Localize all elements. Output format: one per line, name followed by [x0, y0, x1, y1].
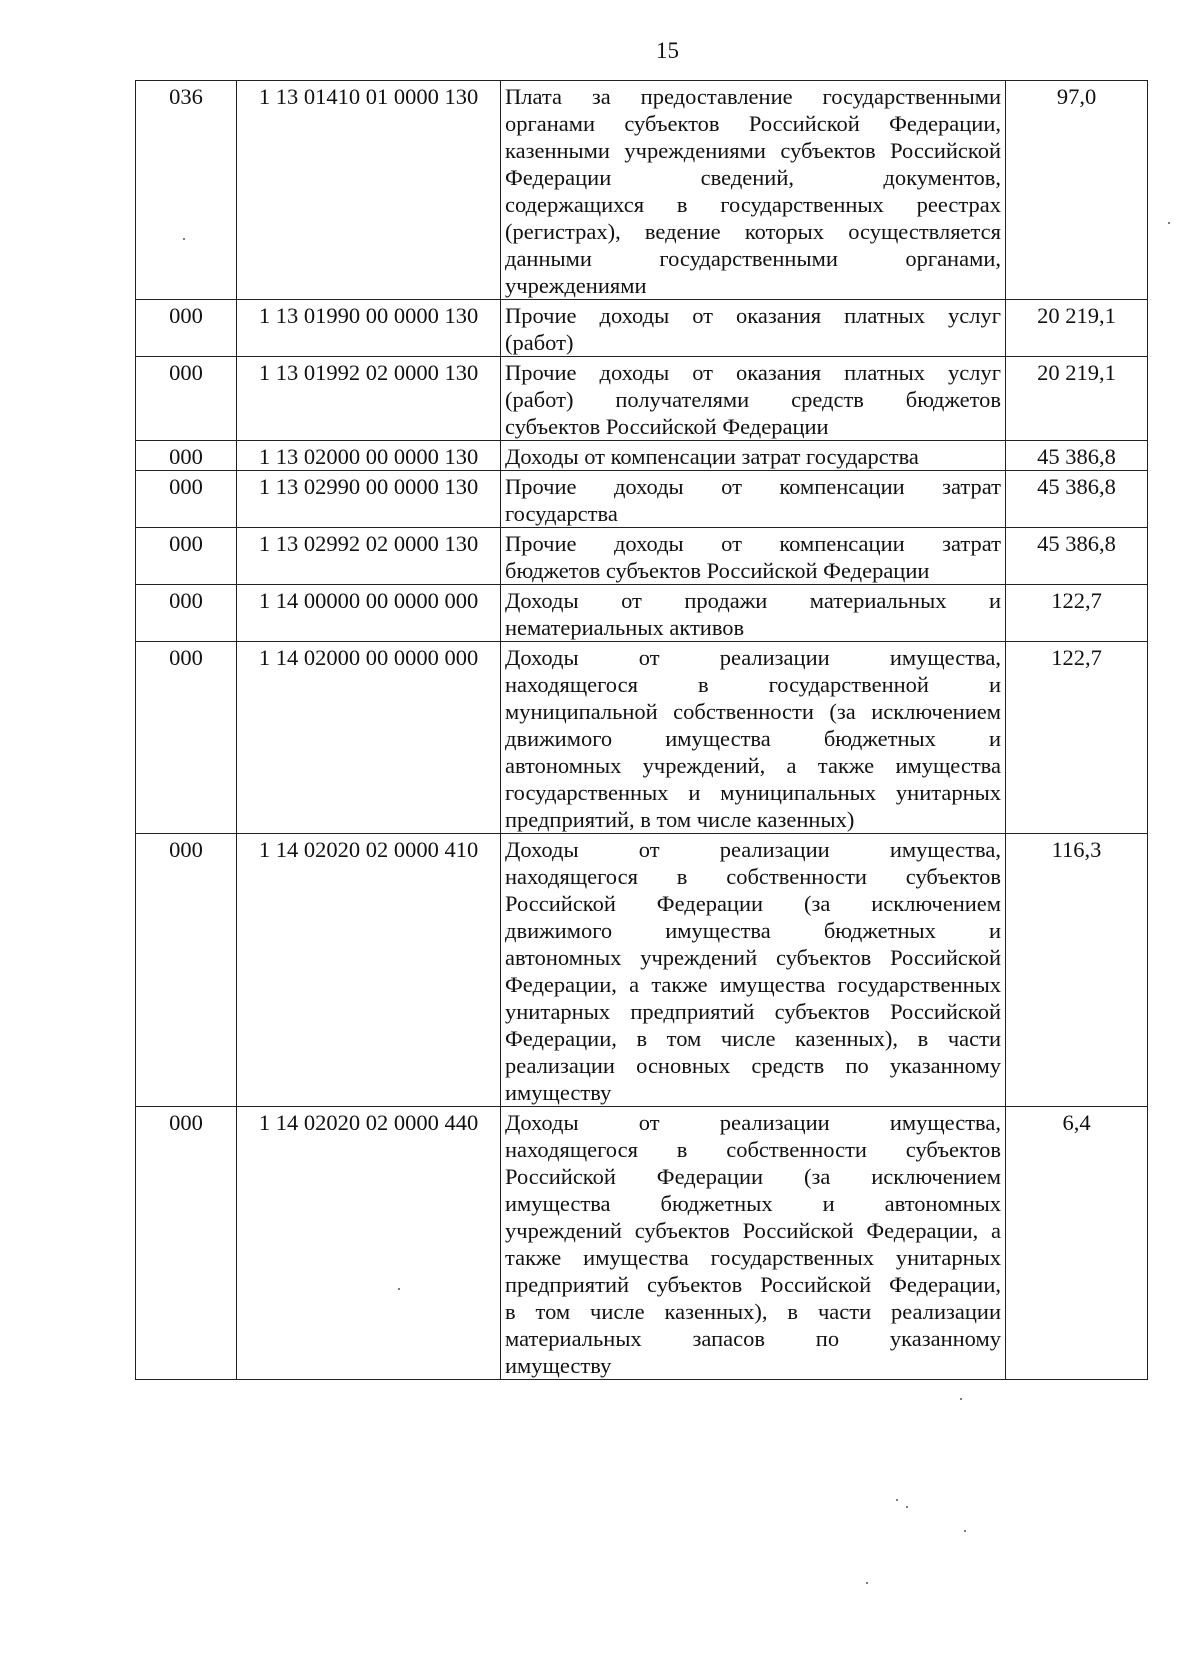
admin-code-cell: 000	[136, 471, 237, 528]
budget-classification-code-cell: 1 13 01992 02 0000 130	[237, 357, 501, 441]
revenue-name-line: Доходы от компенсации затрат государства	[505, 444, 919, 469]
revenue-name-line: также имущества государственных унитарных	[505, 1245, 1001, 1270]
revenue-name-line: Доходы от продажи материальных и	[505, 588, 1001, 613]
amount-cell: 97,0	[1006, 81, 1148, 300]
revenue-name-line: содержащихся в государственных реестрах	[505, 192, 1001, 217]
revenue-name-line: движимого имущества бюджетных и	[505, 726, 1001, 751]
amount-cell: 6,4	[1006, 1107, 1148, 1380]
budget-classification-code-cell: 1 13 02000 00 0000 130	[237, 441, 501, 471]
revenue-table-body	[136, 81, 1148, 1380]
revenue-name-line: муниципальной собственности (за исключением	[505, 699, 1001, 724]
table-row	[136, 585, 1148, 642]
revenue-name-line: государства	[505, 501, 618, 526]
scan-speck	[183, 238, 185, 240]
revenue-name-line: имущества бюджетных и автономных	[505, 1191, 1001, 1216]
scan-speck	[906, 1506, 908, 1508]
revenue-name-cell	[501, 1107, 1006, 1380]
revenue-name-line: государственных и муниципальных унитарных	[505, 780, 1001, 805]
revenue-name-line: (работ) получателями средств бюджетов	[505, 387, 1001, 412]
revenue-name-line: учреждений субъектов Российской Федерации, а	[505, 1218, 1001, 1243]
revenue-name-line: Доходы от реализации имущества,	[505, 837, 1001, 862]
scan-speck	[964, 1530, 966, 1532]
admin-code-cell: 000	[136, 300, 237, 357]
amount-cell: 122,7	[1006, 642, 1148, 834]
budget-classification-code-cell: 1 14 00000 00 0000 000	[237, 585, 501, 642]
amount-cell: 20 219,1	[1006, 357, 1148, 441]
amount-cell: 45 386,8	[1006, 528, 1148, 585]
revenue-name-line: Федерации, а также имущества государственных	[505, 972, 1001, 997]
revenue-name-cell	[501, 471, 1006, 528]
revenue-name-line: Доходы от реализации имущества,	[505, 1110, 1001, 1135]
revenue-name-line: Доходы от реализации имущества,	[505, 645, 1001, 670]
revenue-name-cell	[501, 642, 1006, 834]
admin-code-cell: 000	[136, 528, 237, 585]
revenue-name-line: казенными учреждениями субъектов Российской	[505, 138, 1001, 163]
revenue-name-line: органами субъектов Российской Федерации,	[505, 111, 1001, 136]
revenue-name-line: движимого имущества бюджетных и	[505, 918, 1001, 943]
revenue-name-line: находящегося в собственности субъектов	[505, 864, 1001, 889]
revenue-name-line: автономных учреждений, а также имущества	[505, 753, 1001, 778]
revenue-name-line: находящегося в государственной и	[505, 672, 1001, 697]
amount-cell: 45 386,8	[1006, 471, 1148, 528]
scan-speck	[896, 1499, 898, 1501]
revenue-name-line: Прочие доходы от компенсации затрат	[505, 531, 1001, 556]
scan-speck	[960, 1398, 962, 1400]
revenue-name-line: данными государственными органами,	[505, 246, 1001, 271]
admin-code-cell: 000	[136, 1107, 237, 1380]
admin-code-cell: 000	[136, 642, 237, 834]
table-row	[136, 834, 1148, 1107]
table-row	[136, 441, 1148, 471]
revenue-name-cell	[501, 357, 1006, 441]
revenue-name-line: унитарных предприятий субъектов Российской	[505, 999, 1001, 1024]
page-number: 15	[656, 38, 679, 63]
budget-classification-code-cell: 1 14 02020 02 0000 410	[237, 834, 501, 1107]
table-row	[136, 81, 1148, 300]
revenue-name-line: находящегося в собственности субъектов	[505, 1137, 1001, 1162]
revenue-name-cell	[501, 81, 1006, 300]
revenue-name-line: Федерации сведений, документов,	[505, 165, 1001, 190]
revenue-name-line: имуществу	[505, 1353, 612, 1378]
budget-classification-code-cell: 1 14 02020 02 0000 440	[237, 1107, 501, 1380]
budget-classification-code-cell: 1 13 01990 00 0000 130	[237, 300, 501, 357]
revenue-name-line: Федерации, в том числе казенных), в части	[505, 1026, 1001, 1051]
budget-classification-code-cell: 1 13 01410 01 0000 130	[237, 81, 501, 300]
revenue-name-cell	[501, 300, 1006, 357]
revenue-table	[135, 80, 1148, 1380]
admin-code-cell: 036	[136, 81, 237, 300]
budget-classification-code-cell: 1 14 02000 00 0000 000	[237, 642, 501, 834]
revenue-name-line: автономных учреждений субъектов Российской	[505, 945, 1001, 970]
revenue-name-cell	[501, 585, 1006, 642]
revenue-name-line: субъектов Российской Федерации	[505, 414, 829, 439]
amount-cell: 122,7	[1006, 585, 1148, 642]
budget-classification-code-cell: 1 13 02990 00 0000 130	[237, 471, 501, 528]
revenue-name-line: Российской Федерации (за исключением	[505, 891, 1001, 916]
scan-speck	[866, 1582, 868, 1584]
revenue-name-cell	[501, 834, 1006, 1107]
admin-code-cell: 000	[136, 441, 237, 471]
revenue-name-line: Плата за предоставление государственными	[505, 84, 1001, 109]
revenue-name-cell	[501, 528, 1006, 585]
revenue-name-line: (регистрах), ведение которых осуществляется	[505, 219, 1001, 244]
scan-speck	[1168, 222, 1170, 224]
admin-code-cell: 000	[136, 357, 237, 441]
revenue-name-cell	[501, 441, 1006, 471]
revenue-name-line: учреждениями	[505, 273, 647, 298]
revenue-name-line: материальных запасов по указанному	[505, 1326, 1001, 1351]
amount-cell: 20 219,1	[1006, 300, 1148, 357]
revenue-name-line: Российской Федерации (за исключением	[505, 1164, 1001, 1189]
revenue-name-line: имуществу	[505, 1080, 612, 1105]
revenue-name-line: предприятий, в том числе казенных)	[505, 807, 855, 832]
budget-classification-code-cell: 1 13 02992 02 0000 130	[237, 528, 501, 585]
revenue-name-line: Прочие доходы от оказания платных услуг	[505, 360, 1001, 385]
revenue-name-line: предприятий субъектов Российской Федерации,	[505, 1272, 1001, 1297]
table-row	[136, 357, 1148, 441]
scan-speck	[398, 1288, 400, 1290]
table-row	[136, 471, 1148, 528]
table-row	[136, 528, 1148, 585]
revenue-name-line: Прочие доходы от компенсации затрат	[505, 474, 1001, 499]
revenue-name-line: бюджетов субъектов Российской Федерации	[505, 558, 930, 583]
revenue-name-line: (работ)	[505, 330, 574, 355]
revenue-name-line: нематериальных активов	[505, 615, 745, 640]
amount-cell: 45 386,8	[1006, 441, 1148, 471]
admin-code-cell: 000	[136, 585, 237, 642]
revenue-name-line: реализации основных средств по указанному	[505, 1053, 1001, 1078]
amount-cell: 116,3	[1006, 834, 1148, 1107]
admin-code-cell: 000	[136, 834, 237, 1107]
revenue-name-line: Прочие доходы от оказания платных услуг	[505, 303, 1001, 328]
table-row	[136, 642, 1148, 834]
table-row	[136, 1107, 1148, 1380]
revenue-name-line: в том числе казенных), в части реализации	[505, 1299, 1001, 1324]
table-row	[136, 300, 1148, 357]
